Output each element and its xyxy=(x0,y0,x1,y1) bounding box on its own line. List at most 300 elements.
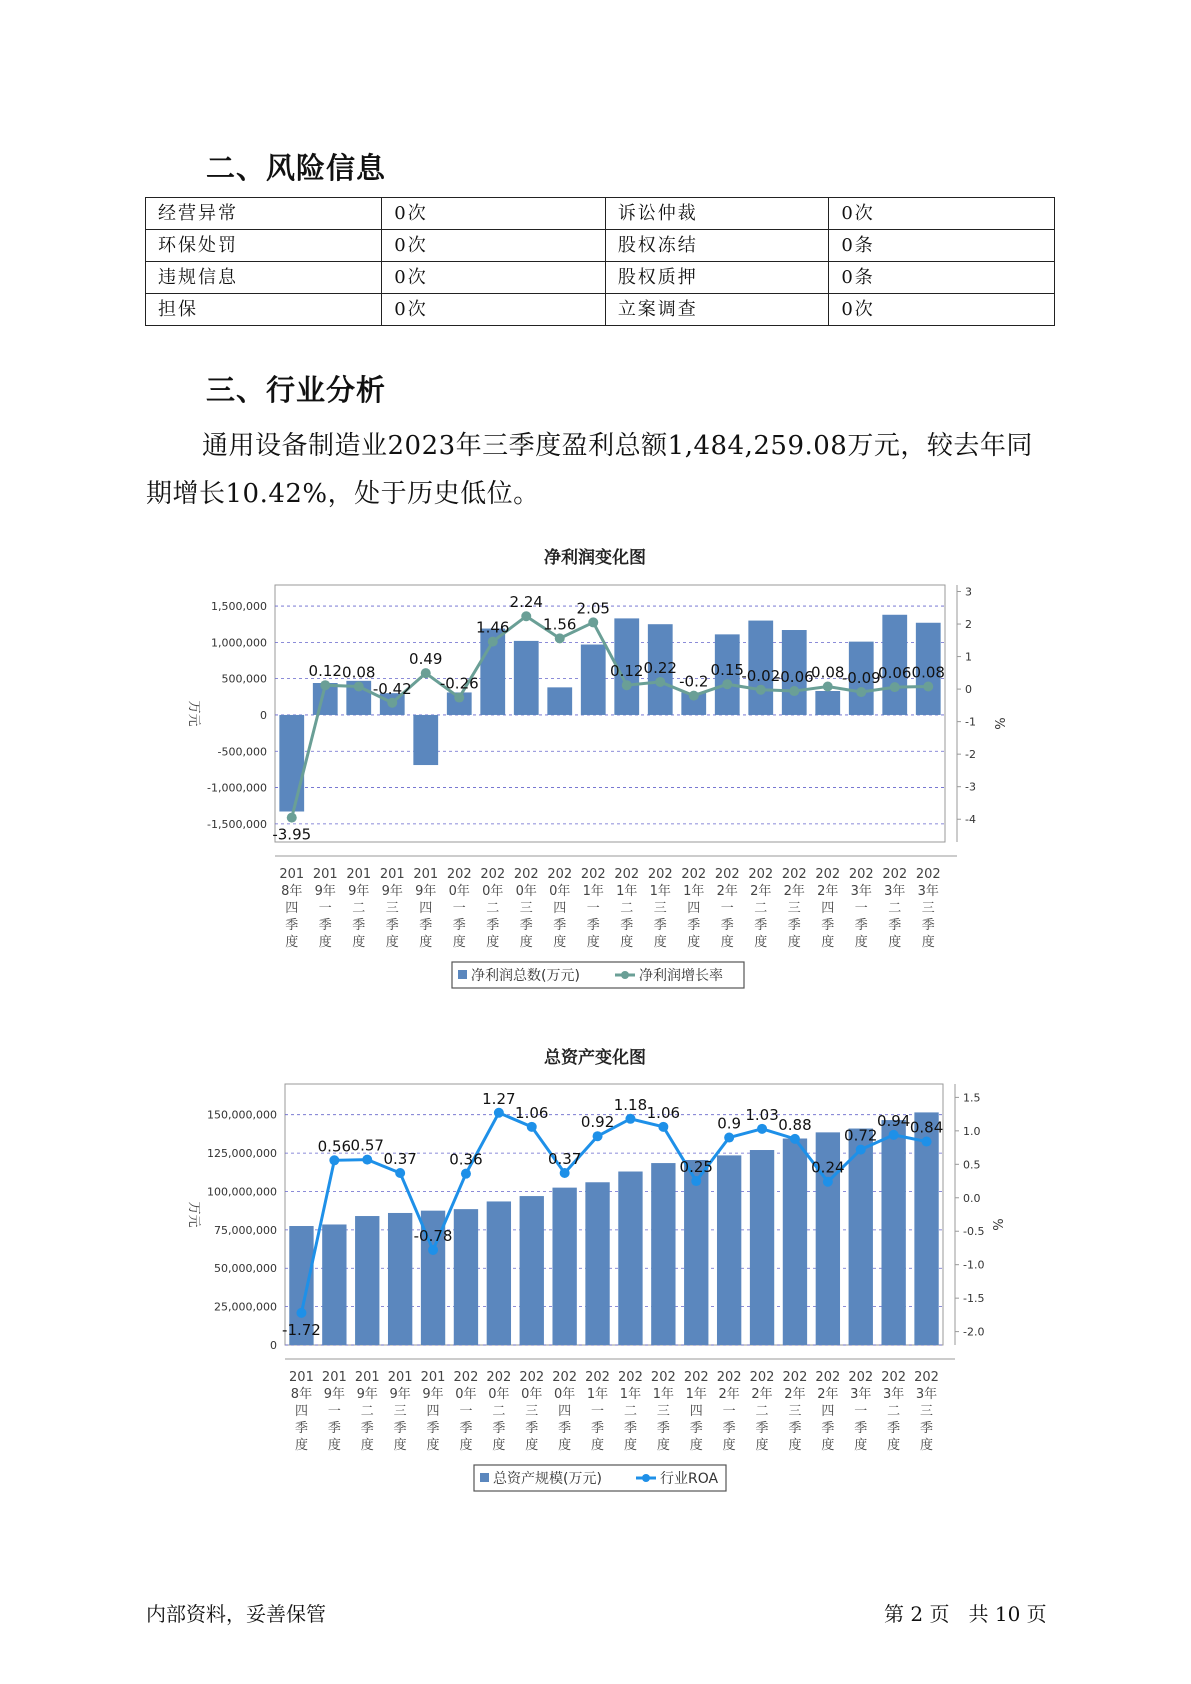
x-tick-label: 202 xyxy=(782,1370,808,1385)
line-point xyxy=(320,680,330,690)
line-point xyxy=(691,1176,701,1186)
line-data-label: -0.78 xyxy=(413,1226,453,1245)
line-point xyxy=(625,1114,635,1124)
line-point xyxy=(756,685,766,695)
line-point xyxy=(555,633,565,643)
bar xyxy=(413,715,438,765)
x-tick-label: 9年 xyxy=(389,1387,411,1402)
line-point xyxy=(454,693,464,703)
x-tick-label: 季 xyxy=(854,918,868,933)
x-tick-label: 四 xyxy=(294,1404,308,1419)
x-tick-label: 季 xyxy=(920,1421,934,1436)
x-tick-label: 季 xyxy=(426,1421,440,1436)
x-tick-label: 度 xyxy=(888,935,902,950)
x-tick-label: 二 xyxy=(623,1404,637,1419)
line-point xyxy=(494,1108,504,1118)
bar xyxy=(914,1112,938,1345)
line-data-label: 0.56 xyxy=(317,1137,352,1156)
line-data-label: 0.15 xyxy=(710,661,744,680)
x-tick-label: 季 xyxy=(459,1421,473,1436)
risk-item-label: 违规信息 xyxy=(146,262,382,294)
x-tick-label: 202 xyxy=(614,867,640,882)
x-tick-label: 四 xyxy=(553,901,567,916)
legend-bar-label: 净利润总数(万元) xyxy=(471,968,580,984)
x-tick-label: 度 xyxy=(459,1438,473,1453)
x-tick-label: 0年 xyxy=(521,1387,543,1402)
bar xyxy=(783,1139,807,1345)
y-left-tick-label: 1,500,000 xyxy=(211,600,267,614)
x-tick-label: 四 xyxy=(821,901,835,916)
line-point xyxy=(296,1308,306,1318)
line-point xyxy=(488,637,498,647)
risk-item-label: 股权质押 xyxy=(605,262,829,294)
line-data-label: 1.03 xyxy=(745,1105,779,1124)
line-point xyxy=(362,1155,372,1165)
x-tick-label: 度 xyxy=(318,935,332,950)
x-tick-label: 季 xyxy=(294,1421,308,1436)
bar xyxy=(322,1224,346,1345)
x-tick-label: 0年 xyxy=(549,884,571,899)
total-assets-chart xyxy=(0,1040,1191,1500)
x-tick-label: 度 xyxy=(525,1438,539,1453)
risk-section-title: 二、风险信息 xyxy=(206,151,387,185)
bar xyxy=(355,1216,379,1345)
y-right-axis-label: % xyxy=(991,717,1006,730)
y-left-tick-label: 50,000,000 xyxy=(214,1262,277,1276)
line-data-label: 0.08 xyxy=(342,663,376,682)
x-tick-label: 季 xyxy=(525,1421,539,1436)
legend-bar-swatch xyxy=(458,970,467,979)
x-tick-label: 1年 xyxy=(586,1387,609,1402)
line-data-label: 0.36 xyxy=(449,1150,483,1169)
y-right-axis-label: % xyxy=(989,1218,1004,1231)
x-tick-label: 度 xyxy=(352,935,366,950)
x-tick-label: 2年 xyxy=(716,884,738,899)
line-data-label: 0.49 xyxy=(409,650,443,669)
legend-line-marker xyxy=(642,1474,650,1482)
y-right-tick-label: -2.0 xyxy=(963,1325,985,1339)
x-tick-label: 四 xyxy=(689,1404,703,1419)
x-tick-label: 四 xyxy=(285,901,299,916)
bar xyxy=(552,1188,576,1345)
x-tick-label: 二 xyxy=(888,901,902,916)
x-tick-label: 度 xyxy=(755,1438,769,1453)
line-point xyxy=(428,1245,438,1255)
bar xyxy=(279,715,304,812)
risk-item-label: 担保 xyxy=(146,294,382,326)
bar xyxy=(717,1155,741,1345)
y-right-tick-label: -1.0 xyxy=(963,1258,985,1272)
risk-item-value: 0条 xyxy=(829,230,1055,262)
x-tick-label: 四 xyxy=(419,901,433,916)
x-tick-label: 季 xyxy=(653,918,667,933)
y-right-tick-label: -0.5 xyxy=(963,1225,985,1239)
x-tick-label: 202 xyxy=(446,867,472,882)
y-left-tick-label: -1,000,000 xyxy=(207,781,267,795)
x-tick-label: 二 xyxy=(620,901,634,916)
x-tick-label: 季 xyxy=(591,1421,605,1436)
x-tick-label: 度 xyxy=(689,1438,703,1453)
x-tick-label: 季 xyxy=(419,918,433,933)
bar xyxy=(454,1209,478,1345)
x-tick-label: 度 xyxy=(821,935,835,950)
x-tick-label: 季 xyxy=(656,1421,670,1436)
line-data-label: -1.72 xyxy=(282,1320,321,1339)
y-left-tick-label: 0 xyxy=(260,708,267,722)
y-right-tick-label: 2 xyxy=(965,618,972,632)
x-tick-label: 3年 xyxy=(850,884,872,899)
x-tick-label: 度 xyxy=(586,935,600,950)
x-tick-label: 202 xyxy=(519,1370,545,1385)
x-tick-label: 季 xyxy=(754,918,768,933)
x-tick-label: 度 xyxy=(920,1438,934,1453)
x-tick-label: 度 xyxy=(294,1438,308,1453)
x-tick-label: 季 xyxy=(327,1421,341,1436)
y-left-tick-label: 25,000,000 xyxy=(214,1300,277,1314)
x-tick-label: 二 xyxy=(486,901,500,916)
bar xyxy=(585,1182,609,1345)
x-tick-label: 季 xyxy=(586,918,600,933)
x-tick-label: 度 xyxy=(419,935,433,950)
x-tick-label: 度 xyxy=(821,1438,835,1453)
bar xyxy=(881,1120,905,1345)
y-left-tick-label: -1,500,000 xyxy=(207,817,267,831)
risk-item-value: 0次 xyxy=(382,198,606,230)
x-tick-label: 二 xyxy=(360,1404,374,1419)
x-tick-label: 季 xyxy=(623,1421,637,1436)
x-tick-label: 0年 xyxy=(448,884,470,899)
x-tick-label: 度 xyxy=(754,935,768,950)
x-tick-label: 2年 xyxy=(817,1387,839,1402)
x-tick-label: 一 xyxy=(327,1404,341,1419)
line-data-label: 0.92 xyxy=(580,1113,615,1132)
x-tick-label: 季 xyxy=(519,918,533,933)
x-tick-label: 202 xyxy=(681,867,707,882)
x-tick-label: 2年 xyxy=(751,1387,773,1402)
line-point xyxy=(722,679,732,689)
x-tick-label: 度 xyxy=(854,1438,868,1453)
industry-paragraph-text: 通用设备制造业2023年三季度盈利总额1,484,259.08万元，较去年同期增长10.42%，处于历史低位。 xyxy=(146,431,1033,509)
x-tick-label: 9年 xyxy=(348,884,370,899)
x-tick-label: 一 xyxy=(459,1404,473,1419)
x-tick-label: 一 xyxy=(586,901,600,916)
line-point xyxy=(593,1131,603,1141)
x-tick-label: 9年 xyxy=(381,884,403,899)
x-tick-label: 1年 xyxy=(582,884,604,899)
x-tick-label: 202 xyxy=(881,1370,907,1385)
y-left-tick-label: 1,000,000 xyxy=(211,636,267,650)
x-tick-label: 季 xyxy=(352,918,366,933)
risk-item-label: 经营异常 xyxy=(146,198,382,230)
x-tick-label: 201 xyxy=(387,1370,413,1385)
x-tick-label: 三 xyxy=(519,901,533,916)
line-point xyxy=(889,1130,899,1140)
bar xyxy=(547,687,572,715)
x-tick-label: 202 xyxy=(848,867,874,882)
line-point xyxy=(521,611,531,621)
x-tick-label: 度 xyxy=(720,935,734,950)
x-tick-label: 度 xyxy=(653,935,667,950)
x-tick-label: 度 xyxy=(553,935,567,950)
x-tick-label: 四 xyxy=(426,1404,440,1419)
x-tick-label: 202 xyxy=(815,1370,841,1385)
x-tick-label: 201 xyxy=(289,1370,314,1385)
y-right-tick-label: 0.5 xyxy=(963,1158,981,1172)
bar xyxy=(684,1160,708,1345)
line-data-label: -0.06 xyxy=(774,668,814,687)
x-tick-label: 201 xyxy=(420,1370,446,1385)
x-tick-label: 度 xyxy=(327,1438,341,1453)
x-tick-label: 度 xyxy=(623,1438,637,1453)
y-right-tick-label: -1 xyxy=(965,715,976,729)
x-tick-label: 度 xyxy=(921,935,935,950)
x-tick-label: 二 xyxy=(755,1404,769,1419)
x-tick-label: 季 xyxy=(821,1421,835,1436)
x-tick-label: 202 xyxy=(486,1370,512,1385)
line-data-label: -0.02 xyxy=(741,666,781,685)
x-tick-label: 202 xyxy=(914,1370,939,1385)
chart-title: 总资产变化图 xyxy=(544,1048,646,1068)
x-tick-label: 201 xyxy=(279,867,305,882)
x-tick-label: 二 xyxy=(352,901,366,916)
line-data-label: 0.37 xyxy=(383,1150,417,1169)
risk-item-label: 环保处罚 xyxy=(146,230,382,262)
x-tick-label: 季 xyxy=(689,1421,703,1436)
x-tick-label: 202 xyxy=(580,867,606,882)
line-data-label: 0.94 xyxy=(876,1111,911,1130)
x-tick-label: 202 xyxy=(683,1370,709,1385)
x-tick-label: 度 xyxy=(486,935,500,950)
line-data-label: 0.08 xyxy=(911,663,945,682)
x-tick-label: 度 xyxy=(558,1438,572,1453)
y-right-tick-label: 0.0 xyxy=(963,1191,981,1205)
x-tick-label: 季 xyxy=(492,1421,506,1436)
line-point xyxy=(689,691,699,701)
line-data-label: 0.12 xyxy=(308,662,342,681)
legend-line-label: 净利润增长率 xyxy=(639,968,723,984)
y-left-tick-label: 150,000,000 xyxy=(207,1108,277,1122)
x-tick-label: 季 xyxy=(393,1421,407,1436)
line-point xyxy=(890,682,900,692)
line-data-label: 1.06 xyxy=(646,1103,681,1122)
x-tick-label: 季 xyxy=(887,1421,901,1436)
x-tick-label: 202 xyxy=(547,867,573,882)
line-point xyxy=(387,698,397,708)
x-tick-label: 三 xyxy=(656,1404,670,1419)
line-point xyxy=(856,1145,866,1155)
x-tick-label: 201 xyxy=(312,867,338,882)
line-point xyxy=(658,1122,668,1132)
line-data-label: 0.57 xyxy=(350,1136,384,1155)
x-tick-label: 季 xyxy=(486,918,500,933)
x-tick-label: 202 xyxy=(882,867,908,882)
line-point xyxy=(856,687,866,697)
x-tick-label: 季 xyxy=(620,918,634,933)
line-data-label: 0.37 xyxy=(547,1150,582,1169)
x-tick-label: 三 xyxy=(920,1404,934,1419)
legend-bar-label: 总资产规模(万元) xyxy=(493,1471,602,1487)
x-tick-label: 季 xyxy=(888,918,902,933)
x-tick-label: 202 xyxy=(480,867,506,882)
x-tick-label: 度 xyxy=(385,935,399,950)
line-point xyxy=(329,1155,339,1165)
line-data-label: 0.25 xyxy=(679,1158,713,1177)
x-tick-label: 一 xyxy=(854,1404,868,1419)
x-tick-label: 9年 xyxy=(415,884,437,899)
footer-page-number: 第 2 页 共 10 页 xyxy=(884,1602,1047,1626)
x-tick-label: 三 xyxy=(525,1404,539,1419)
risk-table-row xyxy=(146,262,1055,294)
bar xyxy=(581,645,606,715)
line-data-label: 2.24 xyxy=(509,593,543,612)
x-tick-label: 一 xyxy=(722,1404,736,1419)
x-tick-label: 季 xyxy=(787,918,801,933)
line-point xyxy=(823,681,833,691)
bar xyxy=(750,1150,774,1345)
x-tick-label: 度 xyxy=(620,935,634,950)
x-tick-label: 202 xyxy=(848,1370,874,1385)
x-tick-label: 一 xyxy=(854,901,868,916)
bar xyxy=(487,1201,511,1345)
x-tick-label: 度 xyxy=(687,935,701,950)
risk-table-row xyxy=(146,198,1055,230)
x-tick-label: 0年 xyxy=(488,1387,510,1402)
line-point xyxy=(287,813,297,823)
x-tick-label: 1年 xyxy=(649,884,671,899)
line-data-label: 2.05 xyxy=(576,599,610,618)
x-tick-label: 202 xyxy=(453,1370,479,1385)
x-tick-label: 9年 xyxy=(323,1387,345,1402)
x-tick-label: 0年 xyxy=(554,1387,576,1402)
x-tick-label: 9年 xyxy=(422,1387,444,1402)
line-point xyxy=(789,686,799,696)
legend-bar-swatch xyxy=(480,1473,489,1482)
line-data-label: 0.88 xyxy=(778,1115,812,1134)
y-right-tick-label: -4 xyxy=(965,813,976,827)
x-tick-label: 8年 xyxy=(290,1387,313,1402)
x-tick-label: 3年 xyxy=(917,884,939,899)
risk-table-row xyxy=(146,294,1055,326)
line-point xyxy=(395,1168,405,1178)
x-tick-label: 一 xyxy=(452,901,466,916)
x-tick-label: 度 xyxy=(492,1438,506,1453)
x-tick-label: 度 xyxy=(787,935,801,950)
x-tick-label: 202 xyxy=(552,1370,578,1385)
line-point xyxy=(421,668,431,678)
x-tick-label: 201 xyxy=(354,1370,380,1385)
x-tick-label: 四 xyxy=(821,1404,835,1419)
x-tick-label: 度 xyxy=(452,935,466,950)
y-left-axis-label: 万元 xyxy=(186,700,201,727)
line-point xyxy=(588,617,598,627)
x-tick-label: 202 xyxy=(585,1370,610,1385)
bar xyxy=(388,1213,412,1345)
risk-info-table xyxy=(145,197,1055,326)
x-tick-label: 二 xyxy=(492,1404,506,1419)
x-tick-label: 季 xyxy=(687,918,701,933)
x-tick-label: 1年 xyxy=(685,1387,707,1402)
x-tick-label: 度 xyxy=(656,1438,670,1453)
bar xyxy=(849,1129,873,1345)
y-right-tick-label: -2 xyxy=(965,748,976,762)
x-tick-label: 2年 xyxy=(718,1387,740,1402)
x-tick-label: 202 xyxy=(749,1370,775,1385)
x-tick-label: 度 xyxy=(285,935,299,950)
x-tick-label: 3年 xyxy=(915,1387,938,1402)
x-tick-label: 1年 xyxy=(652,1387,674,1402)
y-left-tick-label: 500,000 xyxy=(221,672,267,686)
line-data-label: -0.09 xyxy=(841,669,881,688)
x-tick-label: 2年 xyxy=(784,1387,806,1402)
line-point xyxy=(354,681,364,691)
x-tick-label: 三 xyxy=(385,901,399,916)
x-tick-label: 3年 xyxy=(884,884,906,899)
risk-item-value: 0次 xyxy=(382,262,606,294)
x-tick-label: 三 xyxy=(653,901,667,916)
x-tick-label: 季 xyxy=(318,918,332,933)
x-tick-label: 季 xyxy=(854,1421,868,1436)
x-tick-label: 度 xyxy=(393,1438,407,1453)
x-tick-label: 一 xyxy=(591,1404,605,1419)
x-tick-label: 季 xyxy=(921,918,935,933)
x-tick-label: 0年 xyxy=(482,884,504,899)
y-right-tick-label: 1 xyxy=(965,650,972,664)
y-right-tick-label: -3 xyxy=(965,780,976,794)
line-data-label: 0.24 xyxy=(811,1158,845,1177)
line-point xyxy=(655,677,665,687)
x-tick-label: 度 xyxy=(788,1438,802,1453)
net-profit-chart-svg xyxy=(0,540,1191,1000)
line-point xyxy=(527,1122,537,1132)
x-tick-label: 四 xyxy=(687,901,701,916)
x-tick-label: 2年 xyxy=(783,884,805,899)
line-data-label: 0.12 xyxy=(610,662,644,681)
bar xyxy=(618,1172,642,1345)
footer-confidential: 内部资料，妥善保管 xyxy=(146,1602,326,1626)
line-data-label: 1.27 xyxy=(482,1089,516,1108)
x-tick-label: 季 xyxy=(755,1421,769,1436)
risk-item-label: 立案调查 xyxy=(605,294,829,326)
x-tick-label: 季 xyxy=(788,1421,802,1436)
line-point xyxy=(560,1168,570,1178)
x-tick-label: 三 xyxy=(788,1404,802,1419)
x-tick-label: 度 xyxy=(519,935,533,950)
x-tick-label: 202 xyxy=(781,867,807,882)
x-tick-label: 季 xyxy=(285,918,299,933)
x-tick-label: 9年 xyxy=(356,1387,378,1402)
x-tick-label: 1年 xyxy=(683,884,705,899)
legend-line-label: 行业ROA xyxy=(660,1471,719,1487)
x-tick-label: 季 xyxy=(821,918,835,933)
x-tick-label: 3年 xyxy=(883,1387,905,1402)
x-tick-label: 201 xyxy=(321,1370,347,1385)
line-data-label: 0.08 xyxy=(811,663,845,682)
bar xyxy=(815,691,840,715)
x-tick-label: 8年 xyxy=(281,884,303,899)
line-data-label: -0.26 xyxy=(439,674,479,693)
line-data-label: 0.22 xyxy=(643,658,677,677)
line-data-label: -3.95 xyxy=(272,825,312,844)
x-tick-label: 度 xyxy=(854,935,868,950)
x-tick-label: 202 xyxy=(618,1370,643,1385)
x-tick-label: 季 xyxy=(722,1421,736,1436)
line-data-label: 0.9 xyxy=(717,1114,742,1133)
x-tick-label: 度 xyxy=(426,1438,440,1453)
x-tick-label: 三 xyxy=(393,1404,407,1419)
x-tick-label: 202 xyxy=(650,1370,676,1385)
plot-area xyxy=(275,585,945,842)
y-right-tick-label: 1.0 xyxy=(963,1124,981,1138)
